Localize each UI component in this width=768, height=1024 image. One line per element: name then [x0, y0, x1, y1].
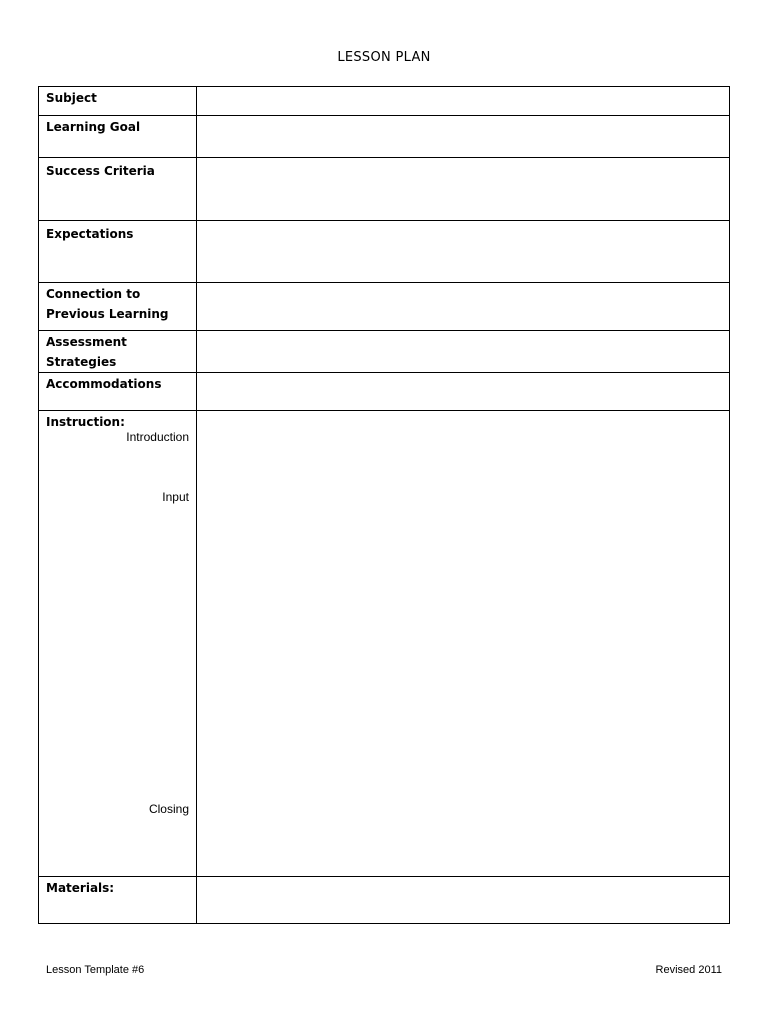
instruction-labels — [39, 411, 196, 876]
field-subject[interactable] — [197, 87, 730, 116]
field-materials[interactable] — [197, 877, 730, 924]
row-success-criteria — [39, 158, 730, 221]
label-subject: Subject — [46, 91, 97, 105]
row-assessment — [39, 331, 730, 373]
row-instruction — [39, 411, 730, 877]
label-accommodations: Accommodations — [46, 377, 162, 391]
label-learning-goal: Learning Goal — [46, 120, 141, 134]
label-cell-assessment — [39, 331, 197, 373]
row-learning-goal — [39, 116, 730, 158]
label-cell-materials — [39, 877, 197, 924]
field-expectations[interactable] — [197, 221, 730, 283]
label-materials: Materials: — [46, 881, 115, 895]
label-expectations: Expectations — [46, 227, 134, 241]
footer-revision: Revised 2011 — [655, 964, 722, 976]
field-connection[interactable] — [197, 283, 730, 331]
row-expectations — [39, 221, 730, 283]
label-input: Input — [162, 490, 189, 504]
field-accommodations[interactable] — [197, 373, 730, 411]
field-success-criteria[interactable] — [197, 158, 730, 221]
row-accommodations — [39, 373, 730, 411]
label-instruction: Instruction: — [46, 415, 125, 429]
lesson-plan-table — [38, 86, 730, 924]
footer-template-number: Lesson Template #6 — [46, 964, 145, 976]
label-cell-subject — [39, 87, 197, 116]
field-assessment[interactable] — [197, 331, 730, 373]
label-cell-success-criteria — [39, 158, 197, 221]
label-cell-instruction — [39, 411, 197, 877]
label-cell-learning-goal — [39, 116, 197, 158]
row-connection — [39, 283, 730, 331]
field-learning-goal[interactable] — [197, 116, 730, 158]
label-introduction: Introduction — [126, 430, 189, 444]
label-success-criteria: Success Criteria — [46, 164, 155, 178]
label-cell-accommodations — [39, 373, 197, 411]
label-closing: Closing — [148, 802, 189, 816]
row-materials — [39, 877, 730, 924]
page-title: LESSON PLAN — [337, 50, 431, 65]
label-assessment: Assessment Strategies — [46, 335, 127, 369]
row-subject — [39, 87, 730, 116]
label-cell-expectations — [39, 221, 197, 283]
label-connection: Connection to Previous Learning — [46, 287, 169, 321]
field-instruction[interactable] — [197, 411, 730, 877]
label-cell-connection — [39, 283, 197, 331]
